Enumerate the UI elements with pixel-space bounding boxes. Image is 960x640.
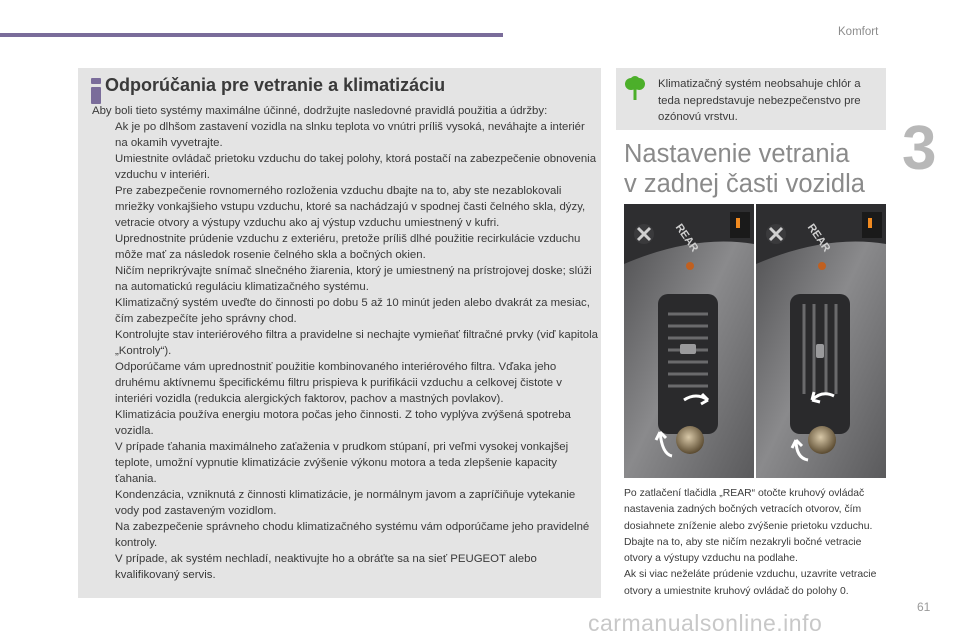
eco-note-text: Klimatizačný systém neobsahuje chlór a teda nepredstavuje nebezpečenstvo pre ozónovú vrstvu. bbox=[658, 78, 861, 123]
recommendation-item bbox=[92, 119, 598, 183]
page-number: 61 bbox=[917, 600, 931, 614]
rear-ventilation-heading bbox=[624, 139, 894, 199]
recommendations-box bbox=[78, 68, 601, 598]
rear-label-2: REAR bbox=[804, 221, 833, 255]
recommendation-text: Na zabezpečenie správneho chodu klimatizačného systému vám odporúčame jeho pravidelné kontroly. bbox=[115, 521, 590, 549]
recommendation-text: Klimatizačný systém uveďte do činnosti po dobu 5 až 10 minút jeden alebo dvakrát za mesiac, čím zabezpečíte jeho správny chod. bbox=[115, 297, 590, 325]
recommendation-text: Klimatizácia používa energiu motora počas jeho činnosti. Z toho vyplýva zvýšená spotreba vozidla. V prípade ťahania maximálneho zaťaženia v prudkom stúpaní, pri veľmi vysokej vonkajšej teplote, umožní vypnutie klimatizácie zvýšenie výkonu motora a teda zlepšenie kapacity ťahania. Kondenzácia, vzniknutá z činnosti klimatizácie, je normálnym javom a zapríčiňuje vytekanie vody pod zastaveným vozidlom. bbox=[115, 409, 576, 517]
rear-ventilation-caption: Po zatlačení tlačidla „REAR“ otočte kruhový ovládač nastavenia zadných bočných vetracích otvorov, čím dosiahnete zníženie alebo zvýšenie prietoku vzduchu. Dbajte na to, aby ste ničím nezakryli bočné vetracie otvory a výstupy vzduchu na podlahe. Ak si viac neželáte prúdenie vzduchu, uzavrite vetracie otvory a umiestnite kruhový ovládač do polohy 0. bbox=[624, 488, 877, 597]
header-accent-bar bbox=[0, 33, 503, 37]
rear-vent-photo-2 bbox=[756, 204, 886, 478]
recommendation-text: Kontrolujte stav interiérového filtra a pravidelne si nechajte vymieňať filtračné prvky (viď kapitola „Kontroly“). Odporúčame vám uprednostniť použitie kombinovaného interiérového filtra. Vďaka jeho druhému aktívnemu špecifickému filtru prispieva k purifikácii vzduchu a celkovej čistote v interiéri vozidla (redukcia alergických faktorov, pachov a mastných povlakov). bbox=[115, 329, 598, 405]
tree-icon bbox=[624, 76, 646, 100]
eco-note-box bbox=[616, 68, 886, 130]
recommendation-text: V prípade, ak systém nechladí, neaktivujte ho a obráťte sa na sieť PEUGEOT alebo kvalifikovaný servis. bbox=[115, 553, 537, 581]
heading-line-2: v zadnej časti vozidla bbox=[624, 170, 865, 198]
recommendation-item bbox=[92, 327, 598, 407]
recommendation-item bbox=[92, 519, 598, 551]
recommendation-text: Pre zabezpečenie rovnomerného rozloženia vzduchu dbajte na to, aby ste nezablokovali mriežky vonkajšieho vstupu vzduchu, ktoré sa nachádzajú v spodnej časti čelného skla, dýzy, vetracie otvory a výstupy vzduchu ako aj výstup vzduchu umiestnený v kufri. bbox=[115, 185, 586, 229]
recommendation-item bbox=[92, 183, 598, 231]
recommendation-item bbox=[92, 231, 598, 263]
recommendation-item bbox=[92, 551, 598, 583]
recommendations-list bbox=[92, 119, 598, 583]
recommendation-item bbox=[92, 407, 598, 519]
recommendation-text: Ničím neprikrývajte snímač slnečného žiarenia, ktorý je umiestnený na prístrojovej doske; slúži na automatickú reguláciu klimatizačného systému. bbox=[115, 265, 592, 293]
rear-label-1: REAR bbox=[672, 221, 701, 255]
recommendations-intro: Aby boli tieto systémy maximálne účinné, dodržujte nasledovné pravidlá použitia a údržby: bbox=[92, 105, 548, 117]
heading-line-1: Nastavenie vetrania bbox=[624, 140, 850, 168]
recommendation-text: Uprednostnite prúdenie vzduchu z exteriéru, pretože príliš dlhé použitie recirkulácie vzduchu môže mať za následok rosenie čelného skla a bočných okien. bbox=[115, 233, 581, 261]
recommendation-item bbox=[92, 263, 598, 295]
section-label: Komfort bbox=[838, 26, 879, 38]
rear-vent-photo-1 bbox=[624, 204, 754, 478]
recommendations-title: Odporúčania pre vetranie a klimatizáciu bbox=[105, 75, 446, 95]
recommendation-item bbox=[92, 295, 598, 327]
info-icon bbox=[87, 78, 105, 104]
chapter-number: 3 bbox=[902, 114, 937, 183]
watermark: carmanualsonline.info bbox=[588, 610, 823, 636]
recommendation-text: Ak je po dlhšom zastavení vozidla na slnku teplota vo vnútri príliš vysoká, neváhajte a interiér na okamih vyvetrajte. Umiestnite ovládač prietoku vzduchu do takej polohy, ktorá postačí na zabezpečenie obnovenia vzduchu v interiéri. bbox=[115, 121, 597, 181]
